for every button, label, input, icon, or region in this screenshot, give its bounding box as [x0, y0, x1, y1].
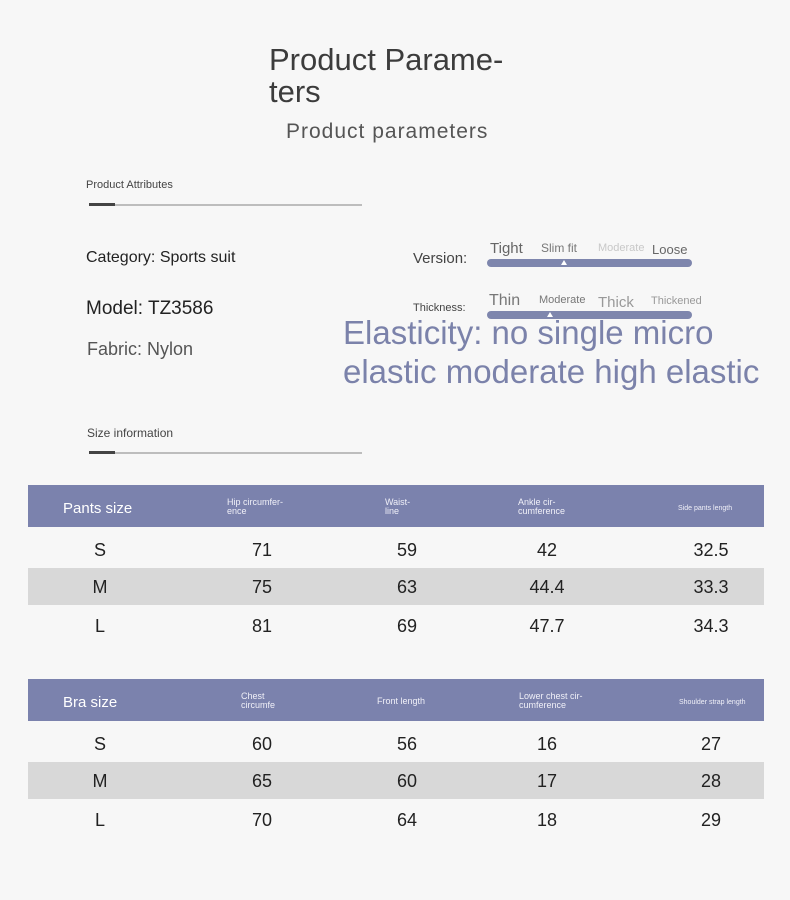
pants-cell: 71 — [251, 540, 273, 560]
version-track — [487, 259, 692, 267]
thickness-tick-thickened: Thickened — [651, 295, 702, 307]
version-tick-slim-fit: Slim fit — [541, 241, 577, 255]
bra-cell: L — [94, 810, 106, 830]
bra-header-size: Bra size — [63, 694, 118, 711]
version-label: Version: — [413, 250, 468, 267]
page-subtitle: Product parameters — [286, 120, 489, 143]
bra-cell: 64 — [396, 810, 418, 830]
thickness-tick-thick: Thick — [598, 294, 634, 311]
section-divider-size — [89, 452, 362, 454]
pants-header-size: Pants size — [63, 500, 133, 517]
bra-cell: 18 — [536, 810, 558, 830]
fabric-text: Fabric: Nylon — [87, 339, 194, 359]
bra-cell: 56 — [396, 734, 418, 754]
thickness-tick-thin: Thin — [489, 292, 521, 309]
pants-cell: 34.3 — [693, 616, 729, 636]
table-row — [28, 801, 764, 838]
section-label-attributes: Product Attributes — [86, 179, 173, 191]
pants-cell: S — [93, 540, 107, 560]
bra-cell: 28 — [700, 771, 722, 791]
bra-cell: 65 — [251, 771, 273, 791]
table-row — [28, 607, 764, 644]
pants-header-side-length: Side pants length — [678, 505, 733, 512]
bra-cell: 27 — [700, 734, 722, 754]
bra-cell: M — [92, 771, 108, 791]
model-text: Model: TZ3586 — [86, 298, 214, 319]
pants-cell: M — [92, 577, 108, 597]
bra-cell: 16 — [536, 734, 558, 754]
thickness-tick-moderate: Moderate — [539, 294, 586, 306]
pants-cell: 69 — [396, 616, 418, 636]
table-row — [28, 568, 764, 605]
pants-header-hip: Hip circumfer- ence — [227, 497, 284, 516]
pants-cell: 75 — [251, 577, 273, 597]
section-label-size: Size information — [87, 426, 174, 440]
version-tick-moderate: Moderate — [598, 242, 645, 254]
pants-table-header — [28, 485, 764, 527]
table-row — [28, 725, 764, 762]
pants-cell: 63 — [396, 577, 418, 597]
bra-cell: S — [93, 734, 107, 754]
bra-header-shoulder-strap: Shoulder strap length — [679, 699, 746, 706]
pants-header-ankle: Ankle cir- cumference — [518, 497, 566, 516]
page-title: Product Parame- ters — [269, 42, 504, 109]
section-divider-attributes — [89, 204, 362, 206]
category-text: Category: Sports suit — [86, 249, 236, 266]
pants-cell: 47.7 — [529, 616, 565, 636]
bra-cell: 29 — [700, 810, 722, 830]
version-marker-icon — [561, 260, 567, 265]
bra-header-chest: Chest circumfe — [241, 691, 276, 710]
bra-cell: 60 — [251, 734, 273, 754]
pants-cell: 59 — [396, 540, 418, 560]
table-row — [28, 762, 764, 799]
bra-cell: 17 — [536, 771, 558, 791]
version-tick-loose: Loose — [652, 242, 688, 257]
pants-cell: 42 — [536, 540, 558, 560]
elasticity-text: Elasticity: no single micro elastic moderate high elastic — [343, 314, 760, 390]
bra-table-header — [28, 679, 764, 721]
thickness-label: Thickness: — [413, 302, 466, 314]
table-row — [28, 531, 764, 568]
pants-cell: L — [94, 616, 106, 636]
version-tick-tight: Tight — [490, 240, 523, 257]
pants-cell: 44.4 — [529, 577, 565, 597]
bra-cell: 60 — [396, 771, 418, 791]
bra-header-front-length: Front length — [377, 696, 426, 706]
bra-header-lower-chest: Lower chest cir- cumference — [519, 691, 583, 710]
pants-cell: 32.5 — [693, 540, 729, 560]
pants-header-waist: Waist- line — [385, 497, 411, 516]
bra-cell: 70 — [251, 810, 273, 830]
pants-cell: 81 — [251, 616, 273, 636]
pants-cell: 33.3 — [693, 577, 729, 597]
